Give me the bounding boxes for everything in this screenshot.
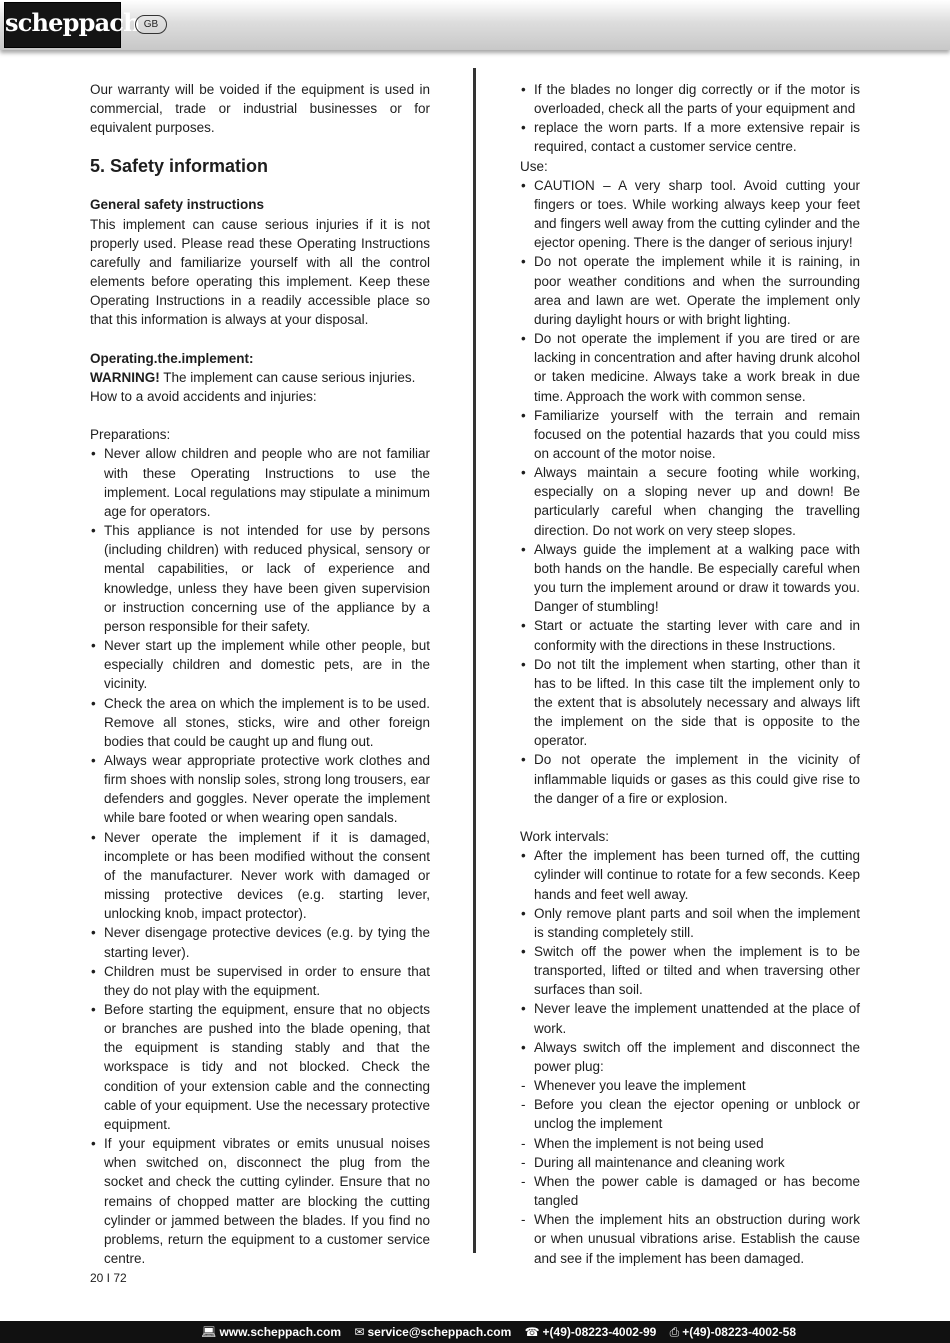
language-badge: GB <box>135 15 167 34</box>
brand-logo: scheppach <box>4 2 121 48</box>
list-item: • Never allow children and people who are not familiar with these Operating Instructions to use the implement. Local regulations may stipulate a minimum age for operators. <box>90 444 430 521</box>
list-item: • This appliance is not intended for use by persons (including children) with reduced physical, sensory or mental capabilities, or lack of experience and knowledge, unless they have been given supervision or instruction concerning use of the appliance by a person responsible for their safety. <box>90 521 430 636</box>
list-item: - When the implement hits an obstruction during work or when unusual vibrations arise. Establish the cause and see if the implement has been damaged. <box>520 1210 860 1267</box>
email-link[interactable]: service@scheppach.com <box>367 1325 512 1339</box>
list-item: • After the implement has been turned off, the cutting cylinder will continue to rotate for a few seconds. Keep hands and feet well away. <box>520 846 860 903</box>
list-item: • Never operate the implement if it is damaged, incomplete or has been modified without the consent of the manufacturer. Never work with damaged or missing protective devices (e.g. starting lever, unlocking knob, impact protector). <box>90 828 430 924</box>
list-item: - Whenever you leave the implement <box>520 1076 860 1095</box>
column-divider <box>473 68 476 1253</box>
warning-label: WARNING! <box>90 369 160 385</box>
list-item: • Do not operate the implement in the vicinity of inflammable liquids or gases as this could give rise to the danger of a fire or explosion. <box>520 750 860 807</box>
left-column <box>90 80 430 1268</box>
list-item: - During all maintenance and cleaning work <box>520 1153 860 1172</box>
work-intervals-label: Work intervals: <box>520 829 610 845</box>
fax-icon: ⎙ <box>669 1325 680 1339</box>
list-item: • Do not operate the implement if you are tired or are lacking in concentration and after having drunk alcohol or taken medicine. Always take a work break in due time. Approach the work with common sense. <box>520 329 860 406</box>
repair-list <box>520 80 860 157</box>
list-item: • Always guide the implement at a walking pace with both hands on the handle. Be especially careful when you turn the implement around or draw it towards you. Danger of stumbling! <box>520 540 860 617</box>
use-list <box>520 176 860 808</box>
list-item: • If the blades no longer dig correctly or if the motor is overloaded, check all the parts of your equipment and <box>520 80 860 118</box>
list-item: • Before starting the equipment, ensure that no objects or branches are pushed into the blade opening, that the equipment is standing stably and that the workspace is tidy and not blocked. Check the condition of your extension cable and the connecting cable of your equipment. Use the necessary protective equipment. <box>90 1000 430 1134</box>
general-safety-heading: General safety instructions <box>90 197 265 213</box>
page-footer <box>0 1321 950 1343</box>
general-safety-text: This implement can cause serious injuries if it is not properly used. Please read these Operating Instructions carefully and familiarize yourself with all the control elements before operating this implement. Keep these Operating Instructions in a readily accessible place so that this information is always at your disposal. <box>90 216 430 328</box>
list-item: • Always switch off the implement and disconnect the power plug: <box>520 1038 860 1076</box>
list-item: • Check the area on which the implement is to be used. Remove all stones, sticks, wire and other foreign bodies that could be caught up and flung out. <box>90 694 430 751</box>
avoid-line: How to a avoid accidents and injuries: <box>90 389 317 405</box>
work-intervals-list <box>520 846 860 1076</box>
list-item: • Only remove plant parts and soil when the implement is standing completely still. <box>520 904 860 942</box>
list-item: • Start or actuate the starting lever with care and in conformity with the directions in these Instructions. <box>520 616 860 654</box>
list-item: • CAUTION – A very sharp tool. Avoid cutting your fingers or toes. While working always keep your feet and fingers well away from the cutting cylinder and the ejector opening. There is the danger of serious injury! <box>520 176 860 253</box>
use-label: Use: <box>520 158 548 174</box>
list-item: • Never disengage protective devices (e.g. by tying the starting lever). <box>90 923 430 961</box>
warning-text: The implement can cause serious injuries. <box>159 369 416 385</box>
preparations-label: Preparations: <box>90 427 171 443</box>
list-item: • replace the worn parts. If a more extensive repair is required, contact a customer service centre. <box>520 118 860 156</box>
warranty-note: Our warranty will be voided if the equipment is used in commercial, trade or industrial businesses or for equivalent purposes. <box>90 82 430 136</box>
list-item: • Never leave the implement unattended at the place of work. <box>520 999 860 1037</box>
operating-heading: Operating.the.implement: <box>90 350 254 366</box>
list-item: • Do not operate the implement while it is raining, in poor weather conditions and when the surrounding area and lawn are wet. Operate the implement only during daylight hours or with bright lighting. <box>520 252 860 329</box>
list-item: • Children must be supervised in order to ensure that they do not play with the equipment. <box>90 962 430 1000</box>
list-item: • Never start up the implement while other people, but especially children and domestic pets, are in the vicinity. <box>90 636 430 693</box>
website-link[interactable]: www.scheppach.com <box>219 1325 342 1339</box>
page-number: 20 I 72 <box>90 1271 127 1285</box>
list-item: • Switch off the power when the implement is to be transported, lifted or tilted and when traversing other surfaces than soil. <box>520 942 860 999</box>
preparations-list <box>90 444 430 1268</box>
page-header <box>0 0 950 50</box>
list-item: • If your equipment vibrates or emits unusual noises when switched on, disconnect the plug from the socket and check the cutting cylinder. Ensure that no remains of chopped matter are blocking the cutting cylinder or jammed between the blades. If you find no problems, return the equipment to a customer service centre. <box>90 1134 430 1268</box>
list-item: • Always wear appropriate protective work clothes and firm shoes with nonslip soles, strong long trousers, ear defenders and goggles. Never operate the implement while bare footed or when wearing open sandals. <box>90 751 430 828</box>
power-off-conditions-list <box>520 1076 860 1268</box>
section-title: 5. Safety information <box>90 156 269 177</box>
list-item: • Always maintain a secure footing while working, especially on a sloping never up and down! Be particularly careful when changing the travelling direction. Do not work on very steep slopes. <box>520 463 860 540</box>
phone-number: +(49)-08223-4002-99 <box>542 1325 657 1339</box>
right-column <box>520 80 860 1268</box>
list-item: - When the power cable is damaged or has become tangled <box>520 1172 860 1210</box>
fax-number: +(49)-08223-4002-58 <box>682 1325 796 1339</box>
computer-icon: 💻︎ <box>201 1325 217 1339</box>
mail-icon: ✉︎ <box>354 1325 365 1339</box>
list-item: - When the implement is not being used <box>520 1134 860 1153</box>
phone-icon: ☎︎ <box>524 1325 540 1339</box>
list-item: • Do not tilt the implement when starting, other than it has to be lifted. In this case tilt the implement only to the extent that is absolutely necessary and always lift the implement on the side that is opposite to the operator. <box>520 655 860 751</box>
list-item: • Familiarize yourself with the terrain and remain focused on the potential hazards that you could miss on account of the motor noise. <box>520 406 860 463</box>
list-item: - Before you clean the ejector opening or unblock or unclog the implement <box>520 1095 860 1133</box>
warning-line <box>90 368 430 387</box>
